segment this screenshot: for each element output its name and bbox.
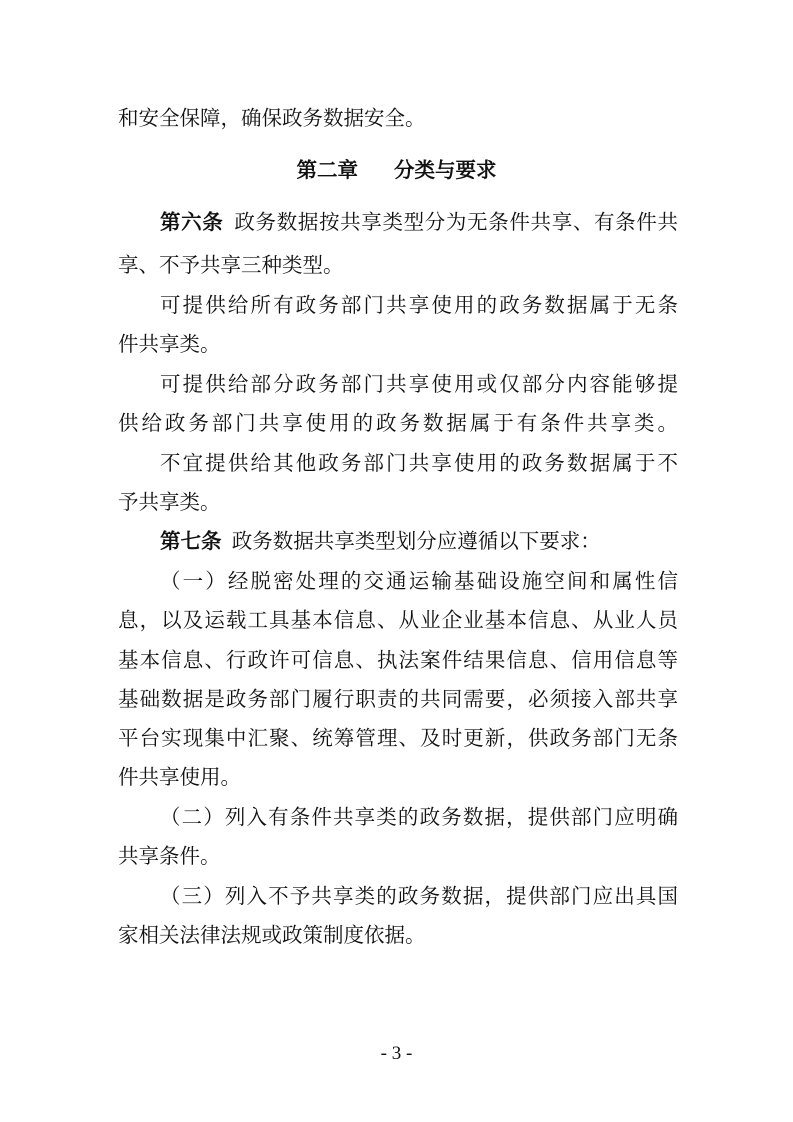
text-line: （三）列入不予共享类的政务数据，提供部门应出具国 [160,884,678,908]
article-6-text: 政务数据按共享类型分为无条件共享、有条件共 [233,210,678,234]
text-line: 予共享类。 [118,490,221,514]
text-line: （二）列入有条件共享类的政务数据，提供部门应明确 [160,805,678,829]
text-line: 享、不予共享三种类型。 [118,253,344,277]
text-line: 件共享使用。 [118,765,241,789]
article-7-line [160,526,678,556]
text-line: 家相关法律法规或政策制度依据。 [118,923,426,947]
text-line: 可提供给所有政务部门共享使用的政务数据属于无条 [160,293,678,317]
text-line: 可提供给部分政务部门共享使用或仅部分内容能够提 [160,372,678,396]
chapter-title: 分类与要求 [394,158,497,182]
text-line: 息，以及运载工具基本信息、从业企业基本信息、从业人员 [118,608,678,632]
text-line: （一）经脱密处理的交通运输基础设施空间和属性信 [160,569,678,593]
text-line: 和安全保障，确保政务数据安全。 [118,106,426,130]
article-7-label: 第七条 [160,529,222,553]
text-line: 共享条件。 [118,844,221,868]
text-line: 平台实现集中汇聚、统筹管理、及时更新，供政务部门无条 [118,726,678,750]
article-6-label: 第六条 [160,210,224,234]
article-6-line [160,207,678,237]
text-line: 供给政务部门共享使用的政务数据属于有条件共享类。 [118,411,678,435]
page-number: - 3 - [380,1043,413,1064]
chapter-heading [0,155,793,185]
text-line: 件共享类。 [118,332,221,356]
text-line: 基本信息、行政许可信息、执法案件结果信息、信用信息等 [118,648,678,672]
article-7-text: 政务数据共享类型划分应遵循以下要求： [231,529,601,553]
chapter-number: 第二章 [296,158,358,182]
text-line: 基础数据是政务部门履行职责的共同需要，必须接入部共享 [118,687,678,711]
text-line: 不宜提供给其他政务部门共享使用的政务数据属于不 [160,451,678,475]
